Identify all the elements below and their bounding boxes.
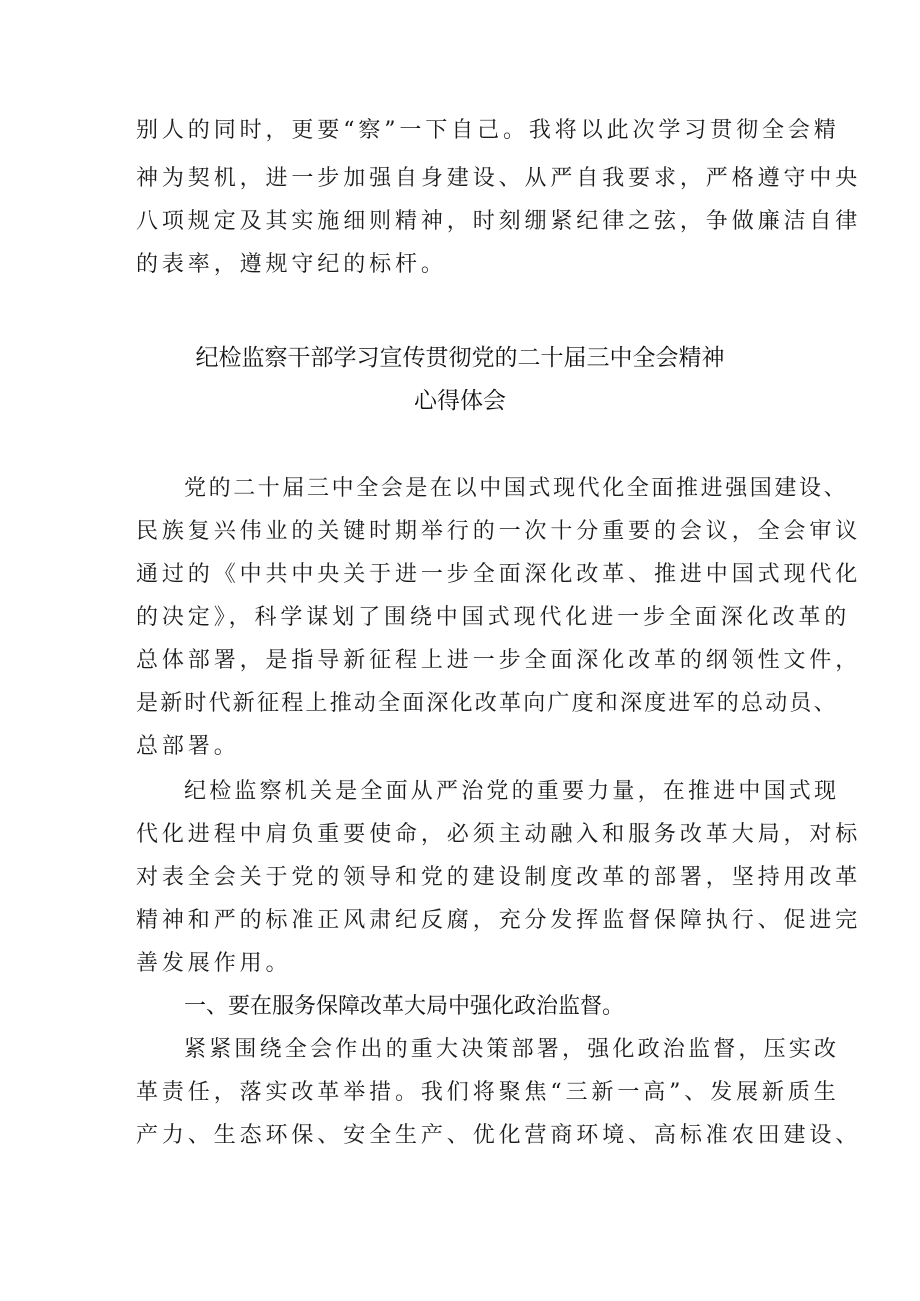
p2-line-3: 对表全会关于党的领导和党的建设制度改革的部署，坚持用改革 xyxy=(136,865,862,890)
article-title-line-2: 心得体会 xyxy=(414,388,506,414)
section-heading-1: 一、要在服务保障改革大局中强化政治监督。 xyxy=(184,994,625,1019)
intro-line-2: 神为契机，进一步加强自身建设、从严自我要求，严格遵守中央 xyxy=(136,166,862,191)
p1-line-4: 的决定》，科学谋划了围绕中国式现代化进一步全面深化改革的 xyxy=(136,605,851,630)
p1-line-1: 党的二十届三中全会是在以中国式现代化全面推进强国建设、 xyxy=(184,476,849,501)
p2-line-4: 精神和严的标准正风肃纪反腐，充分发挥监督保障执行、促进完 xyxy=(136,908,862,933)
intro-line-4: 的表率，遵规守纪的标杆。 xyxy=(136,252,447,277)
p3-line-3: 产力、生态环保、安全生产、优化营商环境、高标准农田建设、 xyxy=(136,1123,862,1148)
intro-line-3: 八项规定及其实施细则精神，时刻绷紧纪律之弦，争做廉洁自律 xyxy=(136,209,862,234)
p1-line-2: 民族复兴伟业的关键时期举行的一次十分重要的会议，全会审议 xyxy=(136,519,862,544)
p2-line-2: 代化进程中肩负重要使命，必须主动融入和服务改革大局，对标 xyxy=(136,822,862,847)
p1-line-7: 总部署。 xyxy=(136,734,240,759)
p1-line-3: 通过的《中共中央关于进一步全面深化改革、推进中国式现代化 xyxy=(136,562,862,587)
p1-line-5: 总体部署，是指导新征程上进一步全面深化改革的纲领性文件， xyxy=(136,648,862,673)
p1-line-6: 是新时代新征程上推动全面深化改革向广度和深度进军的总动员、 xyxy=(136,691,838,716)
p3-line-1: 紧紧围绕全会作出的重大决策部署，强化政治监督，压实改 xyxy=(184,1037,840,1062)
intro-line-1: 别人的同时，更要“察”一下自己。我将以此次学习贯彻全会精 xyxy=(136,118,840,143)
article-title-line-1: 纪检监察干部学习宣传贯彻党的二十届三中全会精神 xyxy=(195,345,725,371)
p2-line-5: 善发展作用。 xyxy=(136,951,292,976)
p2-line-1: 纪检监察机关是全面从严治党的重要力量，在推进中国式现 xyxy=(184,779,840,804)
p3-line-2: 革责任，落实改革举措。我们将聚焦“三新一高”、发展新质生 xyxy=(136,1080,840,1105)
